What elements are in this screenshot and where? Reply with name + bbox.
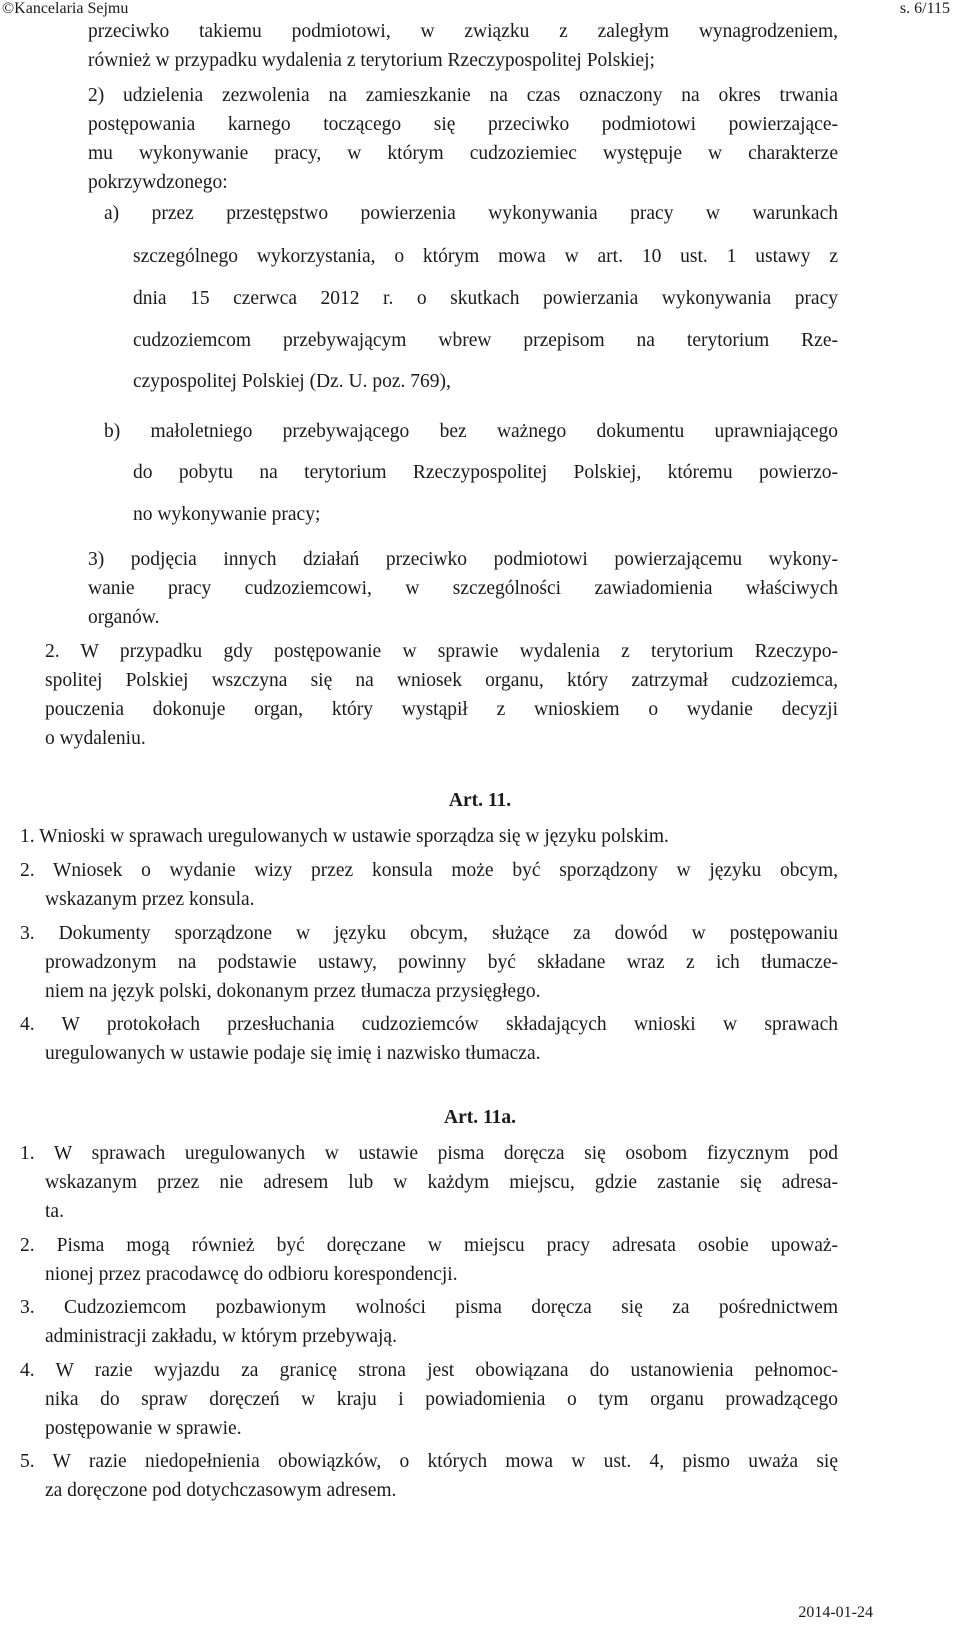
paragraph-line: 5. W razie niedopełnienia obowiązków, o których mowa w ust. 4, pismo uważa się	[20, 1451, 838, 1472]
sub-item-line: szczególnego wykorzystania, o którym mowa w art. 10 ust. 1 ustawy z	[133, 246, 838, 267]
paragraph-line: postępowanie w sprawie.	[45, 1418, 242, 1439]
paragraph-line: o wydaleniu.	[45, 728, 146, 749]
sub-item-line: dnia 15 czerwca 2012 r. o skutkach powierzania wykonywania pracy	[133, 288, 838, 309]
paragraph-line: spolitej Polskiej wszczyna się na wniosek organu, który zatrzymał cudzoziemca,	[45, 670, 838, 691]
text-line: przeciwko takiemu podmiotowi, w związku z zaległym wynagrodzeniem,	[88, 21, 838, 42]
paragraph-line: 2. Pisma mogą również być doręczane w miejscu pracy adresata osobie upoważ-	[20, 1235, 838, 1256]
sub-item-line: cudzoziemcom przebywającym wbrew przepisom na terytorium Rze-	[133, 330, 838, 351]
text-line: również w przypadku wydalenia z terytorium Rzeczypospolitej Polskiej;	[88, 50, 655, 71]
sub-item-line: czypospolitej Polskiej (Dz. U. poz. 769),	[133, 371, 451, 392]
paragraph-line: nika do spraw doręczeń w kraju i powiadomienia o tym organu prowadzącego	[45, 1389, 838, 1410]
paragraph-line: wskazanym przez nie adresem lub w każdym miejscu, gdzie zastanie się adresa-	[45, 1172, 838, 1193]
paragraph-line: 4. W protokołach przesłuchania cudzoziemców składających wnioski w sprawach	[20, 1014, 838, 1035]
list-item-line: 2) udzielenia zezwolenia na zamieszkanie na czas oznaczony na okres trwania	[88, 85, 838, 106]
paragraph-line: wskazanym przez konsula.	[45, 889, 255, 910]
footer-date: 2014-01-24	[798, 1604, 873, 1621]
list-item-line: mu wykonywanie pracy, w którym cudzoziemiec występuje w charakterze	[88, 143, 838, 164]
paragraph-line: 2. W przypadku gdy postępowanie w sprawie wydalenia z terytorium Rzeczypo-	[45, 641, 838, 662]
sub-item-line: a) przez przestępstwo powierzenia wykonywania pracy w warunkach	[104, 203, 838, 224]
paragraph-line: 2. Wniosek o wydanie wizy przez konsula może być sporządzony w języku obcym,	[20, 860, 838, 881]
paragraph-line: administracji zakładu, w którym przebywają.	[45, 1326, 397, 1347]
list-item-line: postępowania karnego toczącego się przeciwko podmiotowi powierzające-	[88, 114, 838, 135]
paragraph-line: ta.	[45, 1201, 64, 1222]
list-item-line: pokrzywdzonego:	[88, 172, 228, 193]
paragraph-line: nionej przez pracodawcę do odbioru korespondencji.	[45, 1264, 458, 1285]
header-page-number: s. 6/115	[899, 0, 950, 17]
paragraph-line: niem na język polski, dokonanym przez tłumacza przysięgłego.	[45, 981, 541, 1002]
header-source: ©Kancelaria Sejmu	[2, 0, 129, 17]
sub-item-line: do pobytu na terytorium Rzeczypospolitej Polskiej, któremu powierzo-	[133, 462, 838, 483]
paragraph-line: 3. Dokumenty sporządzone w języku obcym, służące za dowód w postępowaniu	[20, 923, 838, 944]
list-item-line: wanie pracy cudzoziemcowi, w szczególności zawiadomienia właściwych	[88, 578, 838, 599]
paragraph-line: 1. Wnioski w sprawach uregulowanych w ustawie sporządza się w języku polskim.	[20, 826, 669, 847]
paragraph-line: prowadzonym na podstawie ustawy, powinny być składane wraz z ich tłumacze-	[45, 952, 838, 973]
article-heading: Art. 11.	[448, 790, 512, 811]
article-heading: Art. 11a.	[443, 1107, 517, 1128]
sub-item-line: no wykonywanie pracy;	[133, 504, 321, 525]
paragraph-line: za doręczone pod dotychczasowym adresem.	[45, 1480, 397, 1501]
list-item-line: organów.	[88, 607, 160, 628]
paragraph-line: pouczenia dokonuje organ, który wystąpił z wnioskiem o wydanie decyzji	[45, 699, 838, 720]
paragraph-line: uregulowanych w ustawie podaje się imię i nazwisko tłumacza.	[45, 1043, 541, 1064]
sub-item-line: b) małoletniego przebywającego bez ważnego dokumentu uprawniającego	[104, 421, 838, 442]
paragraph-line: 4. W razie wyjazdu za granicę strona jest obowiązana do ustanowienia pełnomoc-	[20, 1360, 838, 1381]
paragraph-line: 1. W sprawach uregulowanych w ustawie pisma doręcza się osobom fizycznym pod	[20, 1143, 838, 1164]
list-item-line: 3) podjęcia innych działań przeciwko podmiotowi powierzającemu wykony-	[88, 549, 838, 570]
paragraph-line: 3. Cudzoziemcom pozbawionym wolności pisma doręcza się za pośrednictwem	[20, 1297, 838, 1318]
